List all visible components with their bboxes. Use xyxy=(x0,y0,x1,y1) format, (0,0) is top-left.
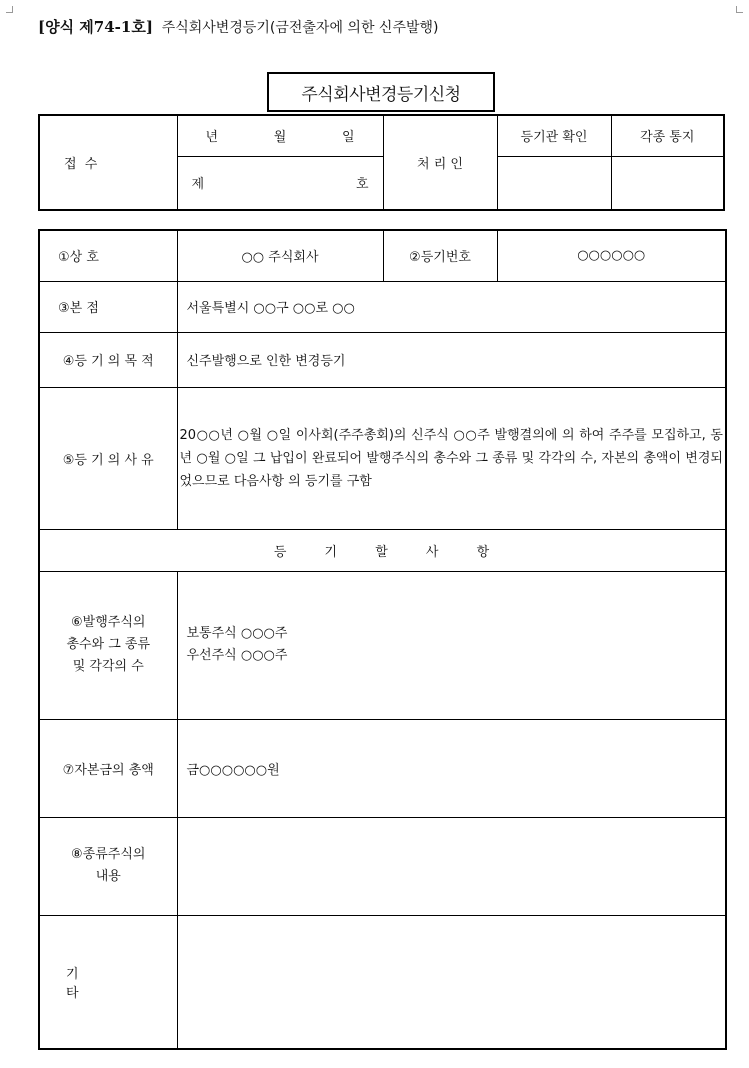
registrar-check-field[interactable] xyxy=(497,156,611,210)
reason-label: ⑤등 기 의 사 유 xyxy=(62,452,154,468)
shares-common: 보통주식 ○○○주 xyxy=(186,626,288,641)
receipt-label: 접 수 xyxy=(64,157,100,172)
regno-label: ②등기번호 xyxy=(409,250,471,266)
company-label: ①상 호 xyxy=(58,250,99,266)
form-name: 주식회사변경등기(금전출자에 의한 신주발행) xyxy=(161,20,439,36)
reason-value-cell[interactable] xyxy=(177,387,726,529)
other-label: 기 타 xyxy=(66,966,79,1001)
registrar-check-header xyxy=(497,115,611,156)
capital-value: 금○○○○○○원 xyxy=(186,762,280,778)
form-header xyxy=(38,16,438,37)
purpose-value-cell[interactable] xyxy=(177,332,726,387)
receipt-year: 년 xyxy=(205,130,219,146)
receipt-date-cell[interactable] xyxy=(177,115,383,156)
capital-label: ⑦자본금의 총액 xyxy=(62,762,154,778)
regno-label-cell xyxy=(383,230,497,281)
registrar-check-label: 등기관 확인 xyxy=(520,130,588,146)
purpose-value: 신주발행으로 인한 변경등기 xyxy=(186,354,346,369)
form-number: [양식 제74-1호] xyxy=(38,18,153,36)
shares-label-line: ⑥발행주식의 xyxy=(71,615,146,630)
notices-header xyxy=(611,115,724,156)
receipt-day: 일 xyxy=(341,130,355,146)
receipt-no-prefix: 제 xyxy=(191,177,205,193)
company-value: ○○ 주식회사 xyxy=(241,250,319,266)
office-label: ③본 점 xyxy=(58,301,99,316)
capital-label-cell xyxy=(39,719,177,817)
page-corner-mark xyxy=(6,6,13,13)
reason-value: 20○○년 ○월 ○일 이사회(주주총회)의 신주식 ○○주 발행결의에 의 하여 주주를 모집하고, 동년 ○월 ○일 그 납입이 완료되어 발행주식의 총수와 그 종류 및 각각의 수, 자본의 총액이 변경되었으므로 다음사항 의 등기를 구함 xyxy=(179,427,723,489)
notices-field[interactable] xyxy=(611,156,724,210)
reason-label-cell xyxy=(39,387,177,529)
classes-label-line: 내용 xyxy=(95,869,121,884)
items-heading: 등 기 할 사 항 xyxy=(273,544,492,560)
capital-value-cell[interactable] xyxy=(177,719,726,817)
receipt-no-suffix: 호 xyxy=(355,177,369,193)
classes-label-cell xyxy=(39,817,177,915)
shares-label-line: 및 각각의 수 xyxy=(72,659,144,674)
office-value-cell[interactable] xyxy=(177,281,726,332)
company-value-cell[interactable] xyxy=(177,230,383,281)
document-title: 주식회사변경등기신청 xyxy=(267,72,495,112)
page-corner-mark xyxy=(736,6,743,13)
purpose-label-cell xyxy=(39,332,177,387)
receipt-table xyxy=(38,114,725,211)
receipt-label-cell xyxy=(39,115,177,210)
purpose-label: ④등 기 의 목 적 xyxy=(62,354,154,369)
shares-value-cell[interactable] xyxy=(177,571,726,719)
office-label-cell xyxy=(39,281,177,332)
company-label-cell xyxy=(39,230,177,281)
items-heading-cell xyxy=(39,529,726,571)
regno-value-cell[interactable] xyxy=(497,230,726,281)
office-value: 서울특별시 ○○구 ○○로 ○○ xyxy=(186,301,355,316)
regno-value: ○○○○○○ xyxy=(577,248,646,264)
notices-label: 각종 통지 xyxy=(640,130,695,146)
shares-label-line: 총수와 그 종류 xyxy=(66,637,151,652)
handler-cell[interactable] xyxy=(383,115,497,210)
receipt-month: 월 xyxy=(273,130,287,146)
handler-label: 처 리 인 xyxy=(417,157,463,172)
classes-value-cell[interactable] xyxy=(177,817,726,915)
other-label-cell xyxy=(39,915,177,1049)
classes-label-line: ⑧종류주식의 xyxy=(71,847,146,862)
shares-label-cell xyxy=(39,571,177,719)
shares-preferred: 우선주식 ○○○주 xyxy=(186,648,288,663)
receipt-number-cell[interactable] xyxy=(177,156,383,210)
other-value-cell[interactable] xyxy=(177,915,726,1049)
application-table xyxy=(38,229,727,1050)
